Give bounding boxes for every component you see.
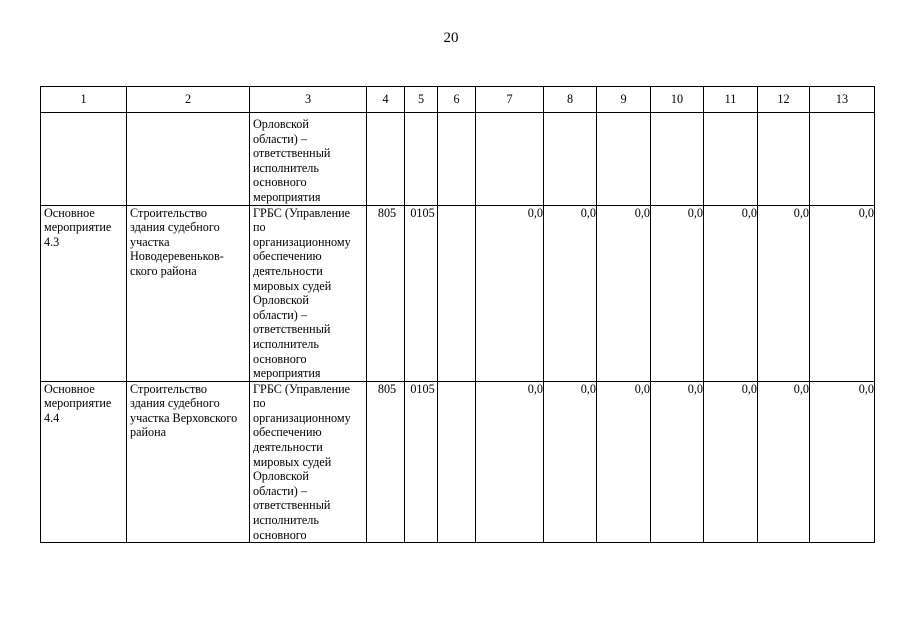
cell-line: ского района bbox=[130, 263, 197, 278]
col-header: 6 bbox=[438, 87, 476, 113]
cell-line: организационному bbox=[253, 410, 351, 425]
cell-activity bbox=[41, 381, 127, 543]
cell-line: Орловской bbox=[253, 293, 309, 308]
table-row bbox=[41, 113, 875, 206]
cell-col10: 0,0 bbox=[651, 381, 704, 543]
cell-line: района bbox=[130, 425, 167, 440]
cell-col8 bbox=[544, 113, 597, 206]
col-header: 4 bbox=[367, 87, 405, 113]
cell-col5 bbox=[405, 113, 438, 206]
cell-line: области) – bbox=[253, 483, 307, 498]
col-header: 9 bbox=[597, 87, 651, 113]
cell-line: Орловской bbox=[253, 469, 309, 484]
cell-line: участка Верховского bbox=[130, 410, 238, 425]
cell-activity bbox=[41, 205, 127, 381]
col-header: 5 bbox=[405, 87, 438, 113]
cell-col4: 805 bbox=[367, 205, 405, 381]
cell-col12 bbox=[758, 113, 810, 206]
cell-line: исполнитель bbox=[253, 336, 319, 351]
cell-col7: 0,0 bbox=[476, 381, 544, 543]
col-header: 8 bbox=[544, 87, 597, 113]
cell-line: Основное bbox=[44, 381, 95, 396]
cell-line: мероприятия bbox=[253, 366, 321, 381]
cell-line: исполнитель bbox=[253, 160, 319, 175]
col-header: 3 bbox=[250, 87, 367, 113]
cell-col11 bbox=[704, 113, 758, 206]
cell-line: Строительство bbox=[130, 381, 208, 396]
table-row bbox=[41, 205, 875, 381]
cell-line: по bbox=[253, 220, 266, 235]
cell-col13: 0,0 bbox=[810, 381, 875, 543]
cell-line: мировых судей bbox=[253, 454, 332, 469]
cell-line: мероприятие bbox=[44, 396, 112, 411]
cell-line: основного bbox=[253, 175, 307, 190]
cell-col7: 0,0 bbox=[476, 205, 544, 381]
col-header: 11 bbox=[704, 87, 758, 113]
col-header: 13 bbox=[810, 87, 875, 113]
page-number: 20 bbox=[443, 30, 459, 46]
cell-line: ответственный bbox=[253, 498, 331, 513]
cell-col12: 0,0 bbox=[758, 381, 810, 543]
cell-col6 bbox=[438, 113, 476, 206]
cell-col7 bbox=[476, 113, 544, 206]
cell-line: ГРБС (Управление bbox=[253, 381, 351, 396]
cell-col10: 0,0 bbox=[651, 205, 704, 381]
cell-col9 bbox=[597, 113, 651, 206]
cell-col4 bbox=[367, 113, 405, 206]
cell-line: ответственный bbox=[253, 322, 331, 337]
cell-line: по bbox=[253, 396, 266, 411]
cell-col12: 0,0 bbox=[758, 205, 810, 381]
cell-line: Орловской bbox=[253, 117, 309, 131]
cell-col8: 0,0 bbox=[544, 205, 597, 381]
cell-responsible bbox=[250, 205, 367, 381]
cell-col10 bbox=[651, 113, 704, 206]
cell-col13: 0,0 bbox=[810, 205, 875, 381]
cell-col5: 0105 bbox=[405, 381, 438, 543]
cell-responsible bbox=[250, 113, 367, 206]
cell-line: ГРБС (Управление bbox=[253, 205, 351, 220]
cell-line: ответственный bbox=[253, 146, 331, 161]
cell-col4: 805 bbox=[367, 381, 405, 543]
cell-line: участка bbox=[130, 234, 170, 249]
cell-line: мероприятия bbox=[253, 189, 321, 204]
cell-col13 bbox=[810, 113, 875, 206]
budget-table bbox=[40, 86, 875, 543]
cell-line: 4.4 bbox=[44, 410, 60, 425]
cell-name bbox=[127, 205, 250, 381]
cell-responsible bbox=[250, 381, 367, 543]
cell-col9: 0,0 bbox=[597, 381, 651, 543]
cell-line: здания судебного bbox=[130, 220, 220, 235]
cell-line: здания судебного bbox=[130, 396, 220, 411]
cell-col6 bbox=[438, 381, 476, 543]
col-header: 10 bbox=[651, 87, 704, 113]
cell-line: области) – bbox=[253, 131, 307, 146]
cell-line: 4.3 bbox=[44, 234, 60, 249]
table-header-row bbox=[41, 87, 875, 113]
cell-line: обеспечению bbox=[253, 249, 322, 264]
cell-col9: 0,0 bbox=[597, 205, 651, 381]
col-header: 1 bbox=[41, 87, 127, 113]
col-header: 12 bbox=[758, 87, 810, 113]
cell-col8: 0,0 bbox=[544, 381, 597, 543]
cell-line: основного bbox=[253, 527, 307, 542]
cell-line: организационному bbox=[253, 234, 351, 249]
cell-name bbox=[127, 113, 250, 206]
cell-line: обеспечению bbox=[253, 425, 322, 440]
col-header: 7 bbox=[476, 87, 544, 113]
cell-line: Новодеревеньков- bbox=[130, 249, 224, 264]
cell-name bbox=[127, 381, 250, 543]
cell-line: мировых судей bbox=[253, 278, 332, 293]
cell-line: мероприятие bbox=[44, 220, 112, 235]
cell-col11: 0,0 bbox=[704, 205, 758, 381]
col-header: 2 bbox=[127, 87, 250, 113]
cell-line: основного bbox=[253, 351, 307, 366]
cell-line: области) – bbox=[253, 307, 307, 322]
cell-activity bbox=[41, 113, 127, 206]
cell-col5: 0105 bbox=[405, 205, 438, 381]
cell-line: Строительство bbox=[130, 205, 208, 220]
cell-col11: 0,0 bbox=[704, 381, 758, 543]
cell-line: деятельности bbox=[253, 263, 323, 278]
table-row bbox=[41, 381, 875, 543]
cell-line: деятельности bbox=[253, 440, 323, 455]
cell-line: исполнитель bbox=[253, 513, 319, 528]
cell-line: Основное bbox=[44, 205, 95, 220]
cell-col6 bbox=[438, 205, 476, 381]
